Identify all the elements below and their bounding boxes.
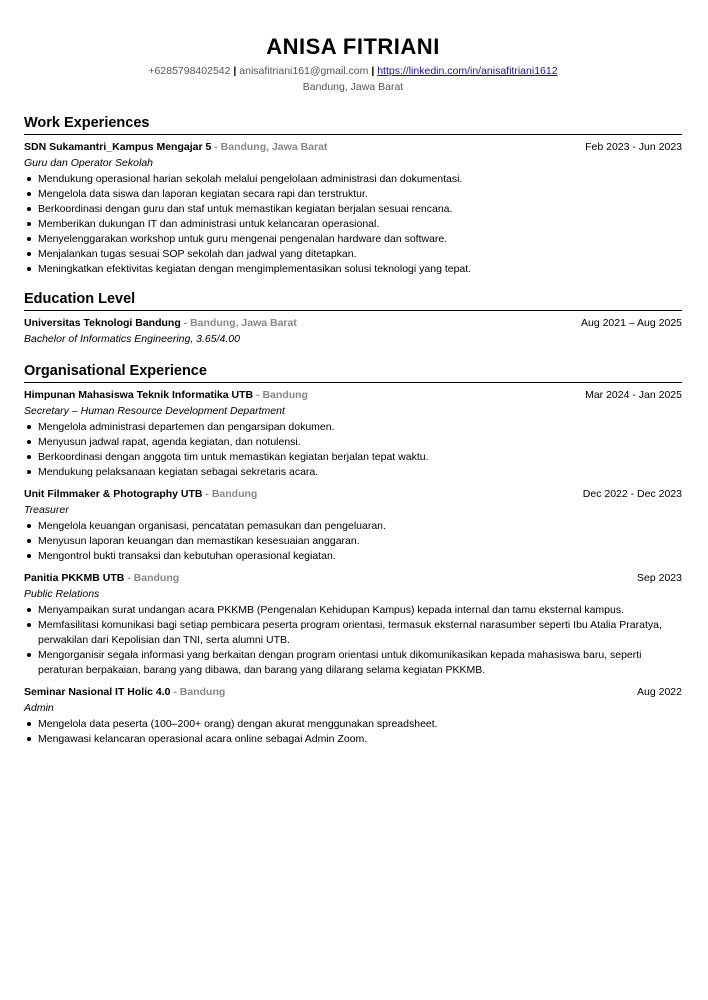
- bullet-item: Mendukung pelaksanaan kegiatan sebagai sekretaris acara.: [38, 465, 682, 480]
- education-entry: [24, 316, 682, 346]
- section-title-education: Education Level: [24, 290, 682, 311]
- bullet-item: Mengelola data peserta (100–200+ orang) dengan akurat menggunakan spreadsheet.: [38, 717, 682, 732]
- entry-bullets: [24, 420, 682, 480]
- entry-organization: Universitas Teknologi Bandung: [24, 317, 181, 329]
- entry-role: Treasurer: [24, 504, 69, 516]
- bullet-item: Menyelenggarakan workshop untuk guru mengenai pengenalan hardware dan software.: [38, 232, 682, 247]
- entry-date: Aug 2022: [637, 686, 682, 698]
- entry-organization: Unit Filmmaker & Photography UTB: [24, 488, 203, 500]
- bullet-item: Menyusun jadwal rapat, agenda kegiatan, dan notulensi.: [38, 435, 682, 450]
- work-entry: [24, 140, 682, 277]
- section-title-organisation: Organisational Experience: [24, 362, 682, 383]
- bullet-item: Berkoordinasi dengan anggota tim untuk memastikan kegiatan berjalan tepat waktu.: [38, 450, 682, 465]
- bullet-item: Menjalankan tugas sesuai SOP sekolah dan jadwal yang ditetapkan.: [38, 247, 682, 262]
- bullet-item: Mengelola data siswa dan laporan kegiatan secara rapi dan terstruktur.: [38, 187, 682, 202]
- entry-header: [24, 140, 682, 154]
- bullet-item: Mengelola administrasi departemen dan pengarsipan dokumen.: [38, 420, 682, 435]
- bullet-item: Mendukung operasional harian sekolah melalui pengelolaan administrasi dan dokumentasi.: [38, 172, 682, 187]
- entry-bullets: [24, 603, 682, 678]
- entry-date: Feb 2023 - Jun 2023: [585, 141, 682, 153]
- entry-header: [24, 316, 682, 330]
- entry-role: Admin: [24, 702, 54, 714]
- entry-role: Secretary – Human Resource Development Department: [24, 405, 285, 417]
- organisation-section: [24, 362, 682, 747]
- linkedin-link[interactable]: https://linkedin.com/in/anisafitriani1612: [377, 65, 558, 77]
- entry-bullets: [24, 172, 682, 277]
- bullet-item: Mengorganisir segala informasi yang berkaitan dengan program orientasi untuk dikomunikasikan kepada mahasiswa baru, seperti peraturan berpakaian, barang yang dibawa, dan barang yang dilarang selama kegiatan PKKMB.: [38, 648, 682, 678]
- entry-date: Mar 2024 - Jan 2025: [585, 389, 682, 401]
- entry-location: - Bandung: [202, 488, 258, 500]
- entry-organization: Himpunan Mahasiswa Teknik Informatika UTB: [24, 389, 254, 401]
- bullet-item: Memfasilitasi komunikasi bagi setiap pembicara peserta program orientasi, termasuk eksternal narasumber seperti Ibu Atalia Praratya, perwakilan dari Kepolisian dan TNI, serta alumni UTB.: [38, 618, 682, 648]
- bullet-item: Menyampaikan surat undangan acara PKKMB (Pengenalan Kehidupan Kampus) kepada internal dan tamu eksternal kampus.: [38, 603, 682, 618]
- entry-header: [24, 685, 682, 699]
- entry-location: - Bandung: [170, 686, 226, 698]
- organisation-entry: [24, 487, 682, 564]
- entry-organization: Seminar Nasional IT Holic 4.0: [24, 686, 171, 698]
- entry-date: Sep 2023: [637, 572, 682, 584]
- entry-location: - Bandung, Jawa Barat: [180, 317, 297, 329]
- resume-header: [24, 0, 682, 94]
- bullet-item: Mengawasi kelancaran operasional acara online sebagai Admin Zoom.: [38, 732, 682, 747]
- entry-header: [24, 571, 682, 585]
- contact-line: [24, 65, 682, 78]
- entry-role: Guru dan Operator Sekolah: [24, 157, 153, 169]
- entry-location: - Bandung: [253, 389, 308, 401]
- entry-bullets: [24, 717, 682, 747]
- entry-degree: Bachelor of Informatics Engineering, 3.65/4.00: [24, 333, 240, 345]
- entry-date: Dec 2022 - Dec 2023: [582, 488, 682, 500]
- candidate-name: ANISA FITRIANI: [266, 34, 440, 59]
- education-section: [24, 290, 682, 346]
- entry-bullets: [24, 519, 682, 564]
- header-location: Bandung, Jawa Barat: [302, 81, 404, 93]
- entry-organization: SDN Sukamantri_Kampus Mengajar 5: [24, 141, 212, 153]
- entry-date: Aug 2021 – Aug 2025: [580, 317, 682, 329]
- organisation-entry: [24, 388, 682, 480]
- contact-separator: |: [233, 65, 237, 77]
- organisation-entry: [24, 685, 682, 747]
- work-section: [24, 114, 682, 277]
- bullet-item: Mengelola keuangan organisasi, pencatatan pemasukan dan pengeluaran.: [38, 519, 682, 534]
- contact-separator: |: [371, 65, 375, 77]
- email-address: anisafitriani161@gmail.com: [239, 65, 369, 77]
- entry-header: [24, 487, 682, 501]
- section-title-work: Work Experiences: [24, 114, 682, 135]
- phone-number: +6285798402542: [148, 65, 231, 77]
- entry-organization: Panitia PKKMB UTB: [24, 572, 125, 584]
- bullet-item: Memberikan dukungan IT dan administrasi untuk kelancaran operasional.: [38, 217, 682, 232]
- bullet-item: Menyusun laporan keuangan dan memastikan kesesuaian anggaran.: [38, 534, 682, 549]
- entry-role: Public Relations: [24, 588, 100, 600]
- entry-location: - Bandung: [124, 572, 180, 584]
- organisation-entry: [24, 571, 682, 678]
- bullet-item: Berkoordinasi dengan guru dan staf untuk memastikan kegiatan berjalan sesuai rencana.: [38, 202, 682, 217]
- entry-location: - Bandung, Jawa Barat: [211, 141, 328, 153]
- bullet-item: Meningkatkan efektivitas kegiatan dengan mengimplementasikan solusi teknologi yang tepat.: [38, 262, 682, 277]
- bullet-item: Mengontrol bukti transaksi dan kebutuhan operasional kegiatan.: [38, 549, 682, 564]
- entry-header: [24, 388, 682, 402]
